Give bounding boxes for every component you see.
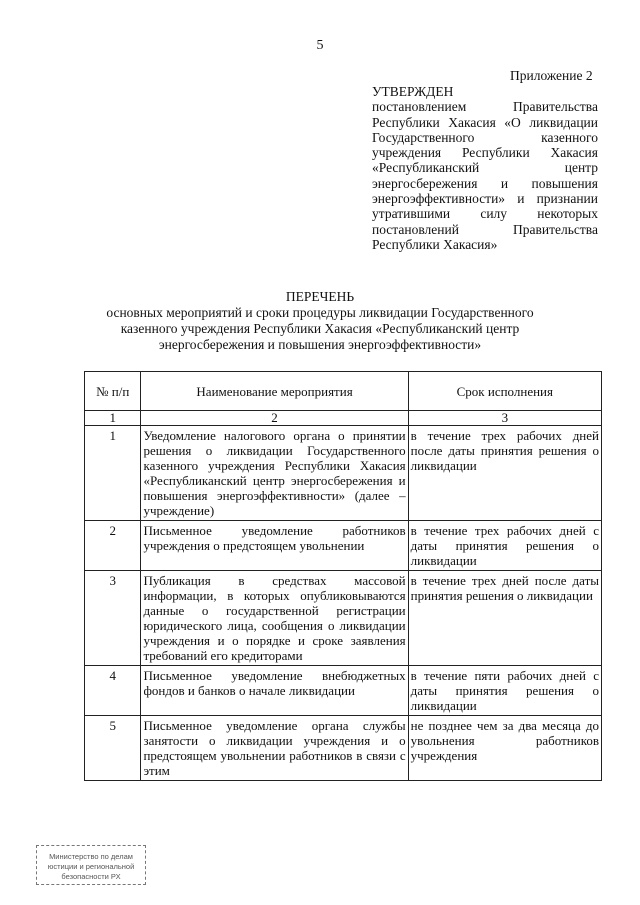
column-index-2: 2 — [141, 411, 408, 426]
row-term: в течение пяти рабочих дней с даты принятия решения о ликвидации — [408, 666, 601, 716]
title-line-1: ПЕРЕЧЕНЬ — [285, 289, 355, 304]
column-index-3: 3 — [408, 411, 601, 426]
table-row — [85, 571, 602, 666]
table-row — [85, 716, 602, 781]
table-row — [85, 521, 602, 571]
title-line-2: основных мероприятий и сроки процедуры ликвидации Государственного — [106, 305, 534, 320]
row-measure: Уведомление налогового органа о принятии решения о ликвидации Государственного казенного учреждения Республики Хакасия «Республиканский центр энергосбережения и повышения энергоэффективности» (далее – учреждение) — [141, 426, 408, 521]
header-number: № п/п — [85, 372, 141, 411]
column-index-1: 1 — [85, 411, 141, 426]
row-measure: Письменное уведомление внебюджетных фондов и банков о начале ликвидации — [141, 666, 408, 716]
stamp-line-1: Министерство по делам — [49, 852, 133, 861]
approval-block — [372, 84, 598, 252]
row-number: 1 — [85, 426, 141, 521]
document-title — [60, 289, 580, 353]
approval-text: постановлением Правительства Республики Хакасия «О ликвидации Государственного казенного учреждения Республики Хакасия «Республиканский центр энергосбережения и повышения энергоэффективности» и признании утратившими силу некоторых постановлений Правительства Республики Хакасия» — [372, 99, 598, 252]
approval-heading: УТВЕРЖДЕН — [372, 84, 454, 99]
row-term: в течение трех рабочих дней после даты принятия решения о ликвидации — [408, 426, 601, 521]
row-number: 4 — [85, 666, 141, 716]
row-term: в течение трех дней после даты принятия решения о ликвидации — [408, 571, 601, 666]
stamp-line-2: юстиции и региональной — [47, 862, 135, 871]
page-number: 5 — [316, 38, 324, 53]
stamp-line-3: безопасности РХ — [61, 872, 121, 881]
row-measure: Публикация в средствах массовой информации, в которых опубликовываются данные о государственной регистрации юридического лица, сообщения о ликвидации учреждения и о порядке и сроке заявления требований его кредиторами — [141, 571, 408, 666]
row-term: в течение трех рабочих дней с даты принятия решения о ликвидации — [408, 521, 601, 571]
title-line-4: энергосбережения и повышения энергоэффективности» — [158, 337, 482, 352]
ministry-stamp — [36, 845, 146, 885]
row-number: 3 — [85, 571, 141, 666]
header-term: Срок исполнения — [408, 372, 601, 411]
header-name: Наименование мероприятия — [141, 372, 408, 411]
row-measure: Письменное уведомление органа службы занятости о ликвидации учреждения и о предстоящем увольнении работников в связи с этим — [141, 716, 408, 781]
measures-table — [84, 371, 602, 781]
table-row — [85, 666, 602, 716]
title-line-3: казенного учреждения Республики Хакасия «Республиканский центр — [120, 321, 520, 336]
row-number: 2 — [85, 521, 141, 571]
appendix-label: Приложение 2 — [510, 68, 593, 83]
table-row — [85, 426, 602, 521]
row-number: 5 — [85, 716, 141, 781]
table-header-row — [85, 372, 602, 411]
column-index-row — [85, 411, 602, 426]
row-measure: Письменное уведомление работников учреждения о предстоящем увольнении — [141, 521, 408, 571]
row-term: не позднее чем за два месяца до увольнения работников учреждения — [408, 716, 601, 781]
